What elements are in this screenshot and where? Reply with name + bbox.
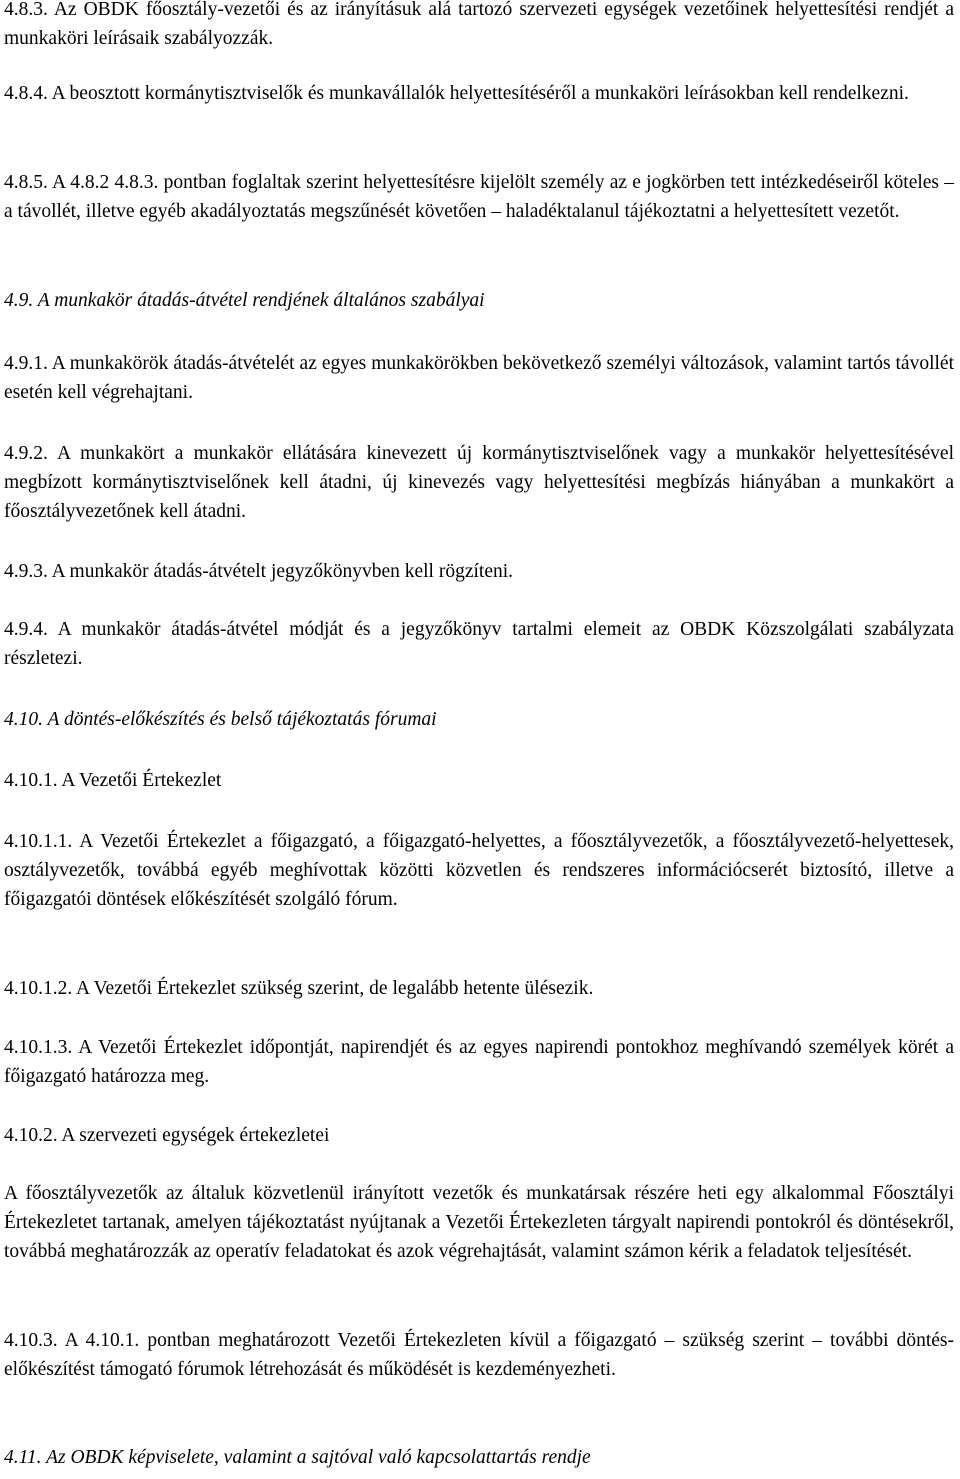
paragraph: 4.9.3. A munkakör átadás-átvételt jegyzőkönyvben kell rögzíteni. — [4, 561, 514, 582]
paragraph: 4.10.2. A szervezeti egységek értekezletei — [4, 1125, 330, 1146]
section-heading: 4.9. A munkakör átadás-átvétel rendjének általános szabályai — [4, 290, 485, 311]
paragraph: 4.8.4. A beosztott kormánytisztviselők és munkavállalók helyettesítéséről a munkaköri leírásokban kell rendelkezni. — [4, 83, 909, 104]
paragraph: 4.8.5. A 4.8.2 4.8.3. pontban foglaltak szerint helyettesítésre kijelölt személy az e jogkörben tett intézkedéseiről köteles – a távollét, illetve egyéb akadályoztatás megszűnését követően – haladéktalanul tájékoztatni a helyettesített vezetőt. — [4, 172, 954, 222]
section-heading: 4.11. Az OBDK képviselete, valamint a sajtóval való kapcsolattartás rendje — [4, 1447, 591, 1468]
paragraph: 4.10.1.3. A Vezetői Értekezlet időpontját, napirendjét és az egyes napirendi pontokhoz meghívandó személyek körét a főigazgató határozza meg. — [4, 1037, 954, 1087]
paragraph: A főosztályvezetők az általuk közvetlenül irányított vezetők és munkatársak részére heti egy alkalommal Főosztályi Értekezletet tartanak, amelyen tájékoztatást nyújtanak a Vezetői Értekezleten tárgyalt napirendi pontokról és döntésekről, továbbá meghatározzák az operatív feladatokat és azok végrehajtását, valamint számon kérik a feladatok teljesítését. — [4, 1183, 954, 1262]
paragraph: 4.10.1.1. A Vezetői Értekezlet a főigazgató, a főigazgató-helyettes, a főosztályvezetők, a főosztályvezető-helyettesek, osztályvezetők, továbbá egyéb meghívottak közötti közvetlen és rendszeres információcserét biztosító, illetve a főigazgatói döntések előkészítését szolgáló fórum. — [4, 831, 954, 910]
paragraph: 4.10.1. A Vezetői Értekezlet — [4, 770, 222, 791]
paragraph: 4.10.3. A 4.10.1. pontban meghatározott Vezetői Értekezleten kívül a főigazgató – szükség szerint – további döntés-előkészítést támogató fórumok létrehozását és működését is kezdeményezheti. — [4, 1330, 954, 1380]
paragraph: 4.9.1. A munkakörök átadás-átvételét az egyes munkakörökben bekövetkező személyi változások, valamint tartós távollét esetén kell végrehajtani. — [4, 353, 954, 403]
section-heading: 4.10. A döntés-előkészítés és belső tájékoztatás fórumai — [4, 709, 437, 730]
paragraph: 4.9.4. A munkakör átadás-átvétel módját és a jegyzőkönyv tartalmi elemeit az OBDK Közszolgálati szabályzata részletezi. — [4, 619, 954, 669]
paragraph: 4.9.2. A munkakört a munkakör ellátására kinevezett új kormánytisztviselőnek vagy a munkakör helyettesítésével megbízott kormánytisztviselőnek kell átadni, új kinevezés vagy helyettesítési megbízás hiányában a munkakört a főosztályvezetőnek kell átadni. — [4, 443, 954, 522]
paragraph: 4.8.3. Az OBDK főosztály-vezetői és az irányításuk alá tartozó szervezeti egységek vezetőinek helyettesítési rendjét a munkaköri leírásaik szabályozzák. — [4, 0, 954, 49]
paragraph: 4.10.1.2. A Vezetői Értekezlet szükség szerint, de legalább hetente ülésezik. — [4, 978, 594, 999]
